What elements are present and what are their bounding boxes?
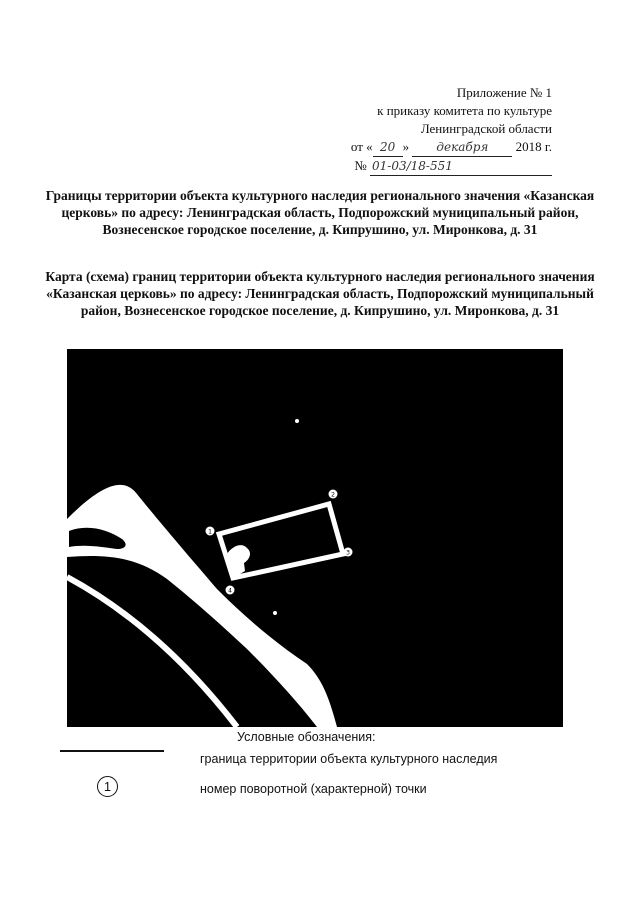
map-marker-a	[295, 419, 299, 423]
legend-point-label: номер поворотной (характерной) точки	[200, 782, 427, 796]
legend-boundary-label: граница территории объекта культурного наследия	[200, 752, 498, 766]
point-2	[329, 490, 338, 499]
annex-number	[322, 157, 552, 176]
annex-order: к приказу комитета по культуре	[377, 103, 552, 118]
annex-title: Приложение № 1	[456, 85, 552, 100]
point-4-label: 4	[228, 587, 232, 595]
date-day: 20	[373, 138, 403, 157]
point-1	[206, 527, 215, 536]
annex-region: Ленинградской области	[420, 121, 552, 136]
date-month: декабря	[412, 138, 512, 157]
point-2-label: 2	[331, 491, 335, 499]
number-prefix: №	[354, 158, 367, 173]
annex-block	[322, 84, 552, 176]
legend-heading: Условные обозначения:	[237, 730, 376, 744]
map-marker-b	[273, 611, 277, 615]
boundary-map	[67, 349, 563, 727]
map-title: Карта (схема) границ территории объекта культурного наследия регионального значения «Казанская церковь» по адресу: Ленинградская область, Подпорожский муниципальный район, Вознесенское городское поселение, д. Кипрушино, ул. Миронкова, д. 31	[45, 269, 595, 318]
boundaries-title: Границы территории объекта культурного наследия регионального значения «Казанская церковь» по адресу: Ленинградская область, Подпорожский муниципальный район, Вознесенское городское поселение, д. Кипрушино, ул. Миронкова, д. 31	[45, 188, 595, 237]
date-prefix: от «	[350, 139, 373, 154]
date-year: 2018 г.	[515, 139, 552, 154]
annex-date	[322, 138, 552, 157]
point-4	[226, 586, 235, 595]
legend-boundary-symbol	[60, 750, 164, 752]
legend-point-symbol: 1	[97, 776, 118, 797]
map-canvas	[67, 349, 563, 727]
point-1-label: 1	[208, 528, 212, 536]
order-number: 01-03/18-551	[370, 157, 552, 176]
date-mid: »	[402, 139, 410, 154]
point-3	[344, 548, 353, 557]
point-3-label: 3	[346, 549, 350, 557]
